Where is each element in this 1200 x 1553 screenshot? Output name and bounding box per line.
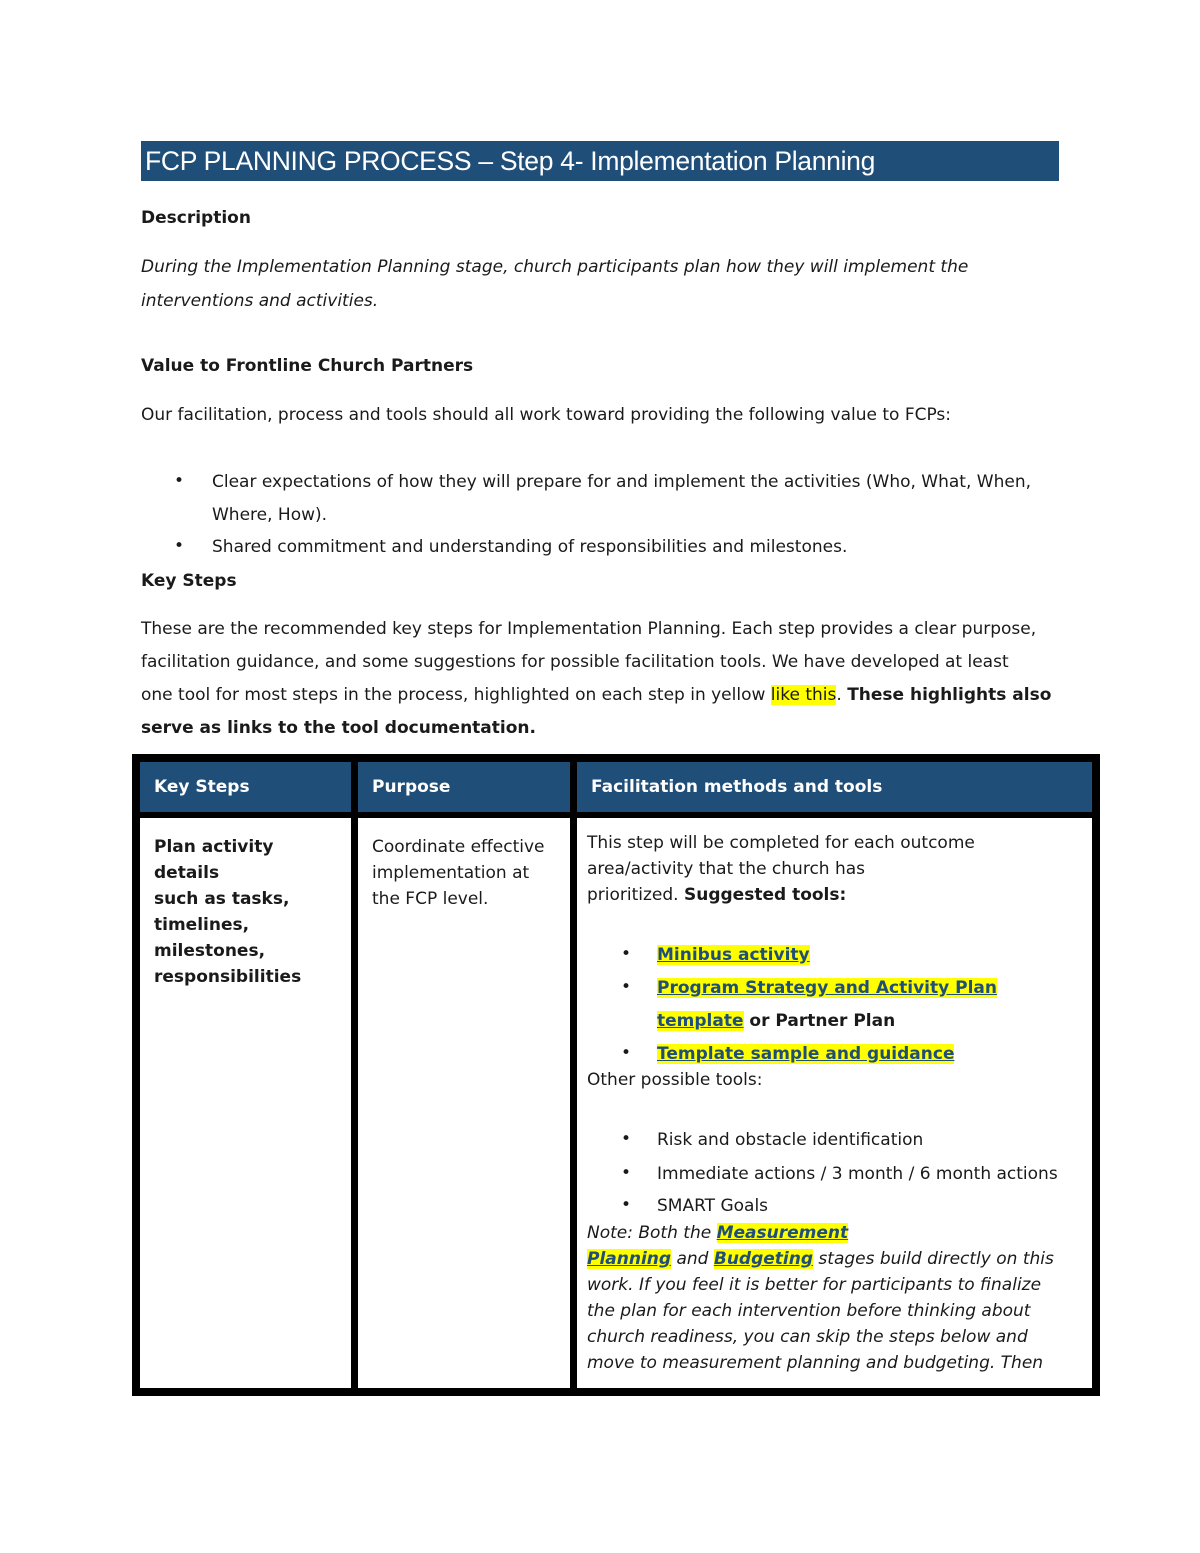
bullet-icon: • xyxy=(621,1163,632,1183)
table-cell-purpose xyxy=(358,818,570,1388)
note-line-3: work. If you feel it is better for participants to finalize xyxy=(587,1275,1042,1295)
minibus-activity-link[interactable]: Minibus activity xyxy=(657,945,810,965)
note-prefix: Note: Both the xyxy=(587,1223,717,1243)
bullet-icon: • xyxy=(621,1195,632,1215)
table-cell-key-step xyxy=(140,818,351,1388)
key-step-line: responsibilities xyxy=(154,967,302,987)
template-link[interactable]: template xyxy=(657,1011,744,1031)
description-line-2: interventions and activities. xyxy=(141,291,379,311)
other-tool-item: Immediate actions / 3 month / 6 month actions xyxy=(657,1164,1058,1184)
key-step-line: Plan activity details xyxy=(154,837,274,883)
partner-plan-text: or Partner Plan xyxy=(743,1011,896,1031)
key-steps-line-1: These are the recommended key steps for Implementation Planning. Each step provides a clear purpose, xyxy=(141,619,1037,639)
key-steps-table xyxy=(132,754,1100,1396)
key-steps-line-3-period: . xyxy=(836,685,848,705)
bullet-icon: • xyxy=(174,536,185,556)
bullet-icon: • xyxy=(621,1043,632,1063)
template-sample-link[interactable]: Template sample and guidance xyxy=(657,1044,955,1064)
facilitation-intro-text: prioritized. xyxy=(587,885,684,905)
other-tool-item: Risk and obstacle identification xyxy=(657,1130,924,1150)
description-line-1: During the Implementation Planning stage, church participants plan how they will implement the xyxy=(141,257,969,277)
suggested-tools-label: Suggested tools: xyxy=(684,885,847,905)
facilitation-intro-line-3 xyxy=(587,885,846,905)
template-sample-item xyxy=(657,1044,954,1064)
page-title: FCP PLANNING PROCESS – Step 4- Implementation Planning xyxy=(141,141,1059,181)
template-item xyxy=(657,1011,895,1031)
value-bullet-2: Shared commitment and understanding of responsibilities and milestones. xyxy=(212,537,848,557)
note-suffix: stages build directly on this xyxy=(813,1249,1054,1269)
key-steps-line-3-text: one tool for most steps in the process, highlighted on each step in yellow xyxy=(141,685,771,705)
note-line-4: the plan for each intervention before thinking about xyxy=(587,1301,1031,1321)
planning-link[interactable]: Planning xyxy=(587,1249,672,1269)
table-header-purpose: Purpose xyxy=(358,762,570,812)
purpose-line: Coordinate effective xyxy=(372,837,545,857)
key-steps-line-4: serve as links to the tool documentation. xyxy=(141,718,536,738)
highlight-example: like this xyxy=(770,685,837,705)
bullet-icon: • xyxy=(621,977,632,997)
facilitation-intro-line-1: This step will be completed for each outcome xyxy=(587,833,975,853)
bullet-icon: • xyxy=(621,1129,632,1149)
note-line-6: move to measurement planning and budgeting. Then xyxy=(587,1353,1044,1373)
purpose-line: implementation at xyxy=(372,863,530,883)
key-steps-heading: Key Steps xyxy=(141,571,237,591)
key-step-line: such as tasks, xyxy=(154,889,290,909)
key-steps-line-2: facilitation guidance, and some suggestions for possible facilitation tools. We have developed at least xyxy=(141,652,1009,672)
program-strategy-link[interactable]: Program Strategy and Activity Plan xyxy=(657,978,997,998)
table-header-key-steps: Key Steps xyxy=(140,762,351,812)
key-step-line: timelines, xyxy=(154,915,250,935)
value-intro: Our facilitation, process and tools should all work toward providing the following value to FCPs: xyxy=(141,405,951,425)
key-steps-line-3 xyxy=(141,685,1051,705)
note-line-2 xyxy=(587,1249,1054,1269)
key-steps-line-3-bold: These highlights also xyxy=(847,685,1052,705)
budgeting-link[interactable]: Budgeting xyxy=(713,1249,814,1269)
minibus-activity-item xyxy=(657,945,810,965)
note-line-5: church readiness, you can skip the steps below and xyxy=(587,1327,1028,1347)
value-bullet-1-line-2: Where, How). xyxy=(212,505,328,525)
program-strategy-item xyxy=(657,978,997,998)
value-bullet-1-line-1: Clear expectations of how they will prepare for and implement the activities (Who, What, When, xyxy=(212,472,1032,492)
table-cell-facilitation xyxy=(577,818,1092,1388)
note-line-1 xyxy=(587,1223,848,1243)
key-step-line: milestones, xyxy=(154,941,266,961)
bullet-icon: • xyxy=(621,944,632,964)
table-header-facilitation: Facilitation methods and tools xyxy=(577,762,1092,812)
description-heading: Description xyxy=(141,208,251,228)
note-and: and xyxy=(671,1249,714,1269)
value-heading: Value to Frontline Church Partners xyxy=(141,356,474,376)
bullet-icon: • xyxy=(174,471,185,491)
other-tools-label: Other possible tools: xyxy=(587,1070,763,1090)
other-tool-item: SMART Goals xyxy=(657,1196,769,1216)
measurement-link[interactable]: Measurement xyxy=(716,1223,849,1243)
purpose-line: the FCP level. xyxy=(372,889,489,909)
facilitation-intro-line-2: area/activity that the church has xyxy=(587,859,866,879)
